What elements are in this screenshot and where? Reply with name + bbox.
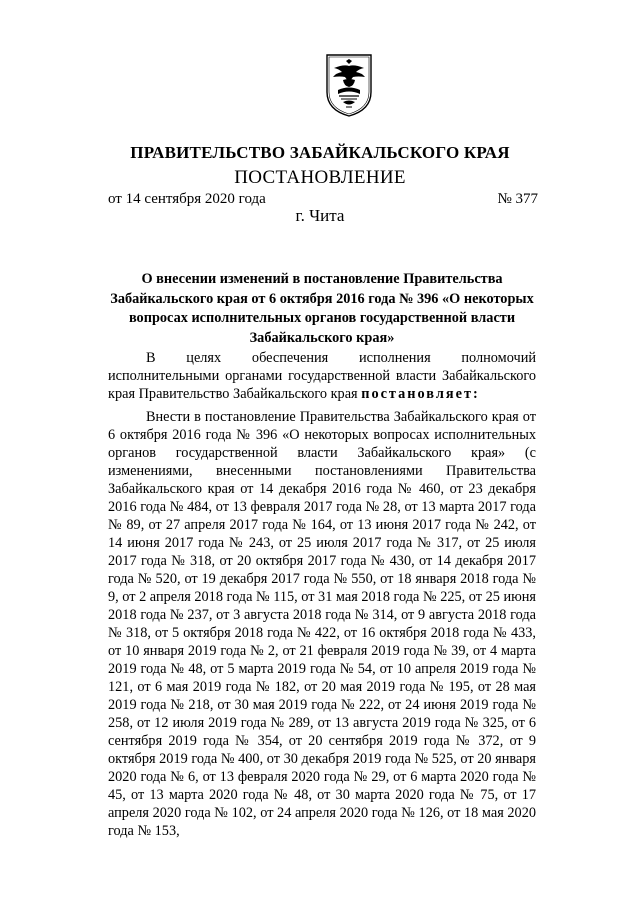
body-paragraph-1: Внести в постановление Правительства Забайкальского края от 6 октября 2016 года № 396 «О некоторых вопросах исполнительных органов государственной власти Забайкальского края» (с изменениями, внесенными постановлениями Правительства Забайкальского края от 14 декабря 2016 года № 460, от 23 декабря 2016 года № 484, от 13 февраля 2017 года № 28, от 13 марта 2017 года № 89, от 27 апреля 2017 года № 164, от 13 июня 2017 года № 242, от 14 июня 2017 года № 243, от 25 июля 2017 года № 317, от 25 июля 2017 года № 318, от 20 октября 2017 года № 430, от 14 декабря 2017 года № 520, от 19 декабря 2017 года № 550, от 18 января 2018 года № 9, от 2 апреля 2018 года № 115, от 31 мая 2018 года № 225, от 25 июня 2018 года № 237, от 3 августа 2018 года № 314, от 9 августа 2018 года № 318, от 5 октября 2018 года № 422, от 16 октября 2018 года № 433, от 10 января 2019 года № 2, от 21 февраля 2019 года № 39, от 4 марта 2019 года № 48, от 5 марта 2019 года № 54, от 10 апреля 2019 года № 121, от 6 мая 2019 года № 182, от 20 мая 2019 года № 195, от 28 мая 2019 года № 218, от 30 мая 2019 года № 222, от 24 июня 2019 года № 258, от 12 июля 2019 года № 289, от 13 августа 2019 года № 325, от 6 сентября 2019 года № 354, от 20 сентября 2019 года № 372, от 9 октября 2019 года № 400, от 30 декабря 2019 года № 525, от 20 января 2020 года № 6, от 13 февраля 2020 года № 29, от 6 марта 2020 года № 45, от 13 марта 2020 года № 48, от 30 марта 2020 года № 75, от 17 апреля 2020 года № 102, от 24 апреля 2020 года № 126, от 18 мая 2020 года № 153, [108, 408, 536, 839]
organization-name: ПРАВИТЕЛЬСТВО ЗАБАЙКАЛЬСКОГО КРАЯ [130, 143, 510, 162]
document-city: г. Чита [295, 206, 345, 225]
preamble-paragraph [108, 349, 536, 403]
document-body [108, 349, 536, 844]
document-date: от 14 сентября 2020 года [108, 191, 266, 207]
decree-word: постановляет: [361, 386, 480, 402]
coat-of-arms-icon [324, 52, 374, 118]
preamble-text: В целях обеспечения исполнения полномочий исполнительными органами государственной власти Забайкальского края Правительство Забайкальского края [108, 350, 536, 402]
document-title: О внесении изменений в постановление Правительства Забайкальского края от 6 октября 2016 года № 396 «О некоторых вопросах исполнительных органов государственной власти Забайкальского края» [110, 271, 534, 346]
document-type: ПОСТАНОВЛЕНИЕ [234, 167, 406, 188]
document-number: № 377 [497, 191, 538, 207]
